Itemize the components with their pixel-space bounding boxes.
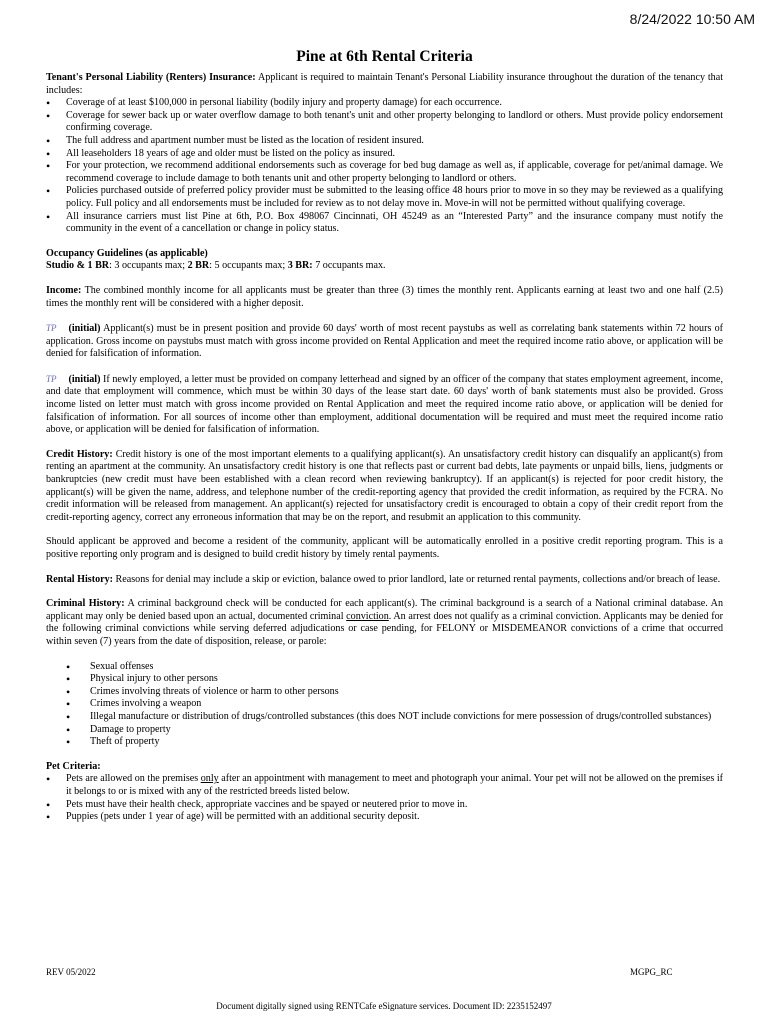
list-item: • Coverage for sewer back up or water overflow damage to both tenant's unit and other property belonging to landlord or others. Must provide policy endorsement confirming coverage. [46, 110, 723, 135]
list-item: • Policies purchased outside of preferred policy provider must be submitted to the leasing office 48 hours prior to move in so they may be reviewed as a qualifying policy. Full policy and all endorsements must be included for review as to not delay move in. Move-in will not be permitted without qualifying coverage. [46, 185, 723, 210]
pet-heading: Pet Criteria: [46, 760, 101, 772]
rental-label: Rental History: [46, 573, 113, 585]
list-item: • Crimes involving a weapon [46, 698, 723, 711]
list-item: • Sexual offenses [46, 661, 723, 674]
three-br-label: 3 BR: [287, 260, 313, 272]
income-section [46, 285, 723, 310]
pet-item1-underlined: only [200, 773, 219, 785]
list-item: • The full address and apartment number must be listed as the location of resident insured. [46, 135, 723, 148]
credit-text: Credit history is one of the most important elements to a qualifying applicant(s). An unsatisfactory credit history can disqualify an applicant(s) from renting an apartment at the community. An unsatisfactory credit history is one that reflects past or current bad debts, late payments or unpaid bills, liens, judgments or bankruptcies (new credit must have been established with a clean record when reviewing bankruptcy). If an applicant(s) is rejected for poor credit history, the applicant(s) will be given the name, address, and telephone number of the credit-reporting agency that provided the credit information, as required by the FCRA. No credit information will be released from management. An applicant(s) rejected for unsatisfactory credit is encouraged to obtain a copy of their credit report from the credit-reporting agency, correct any erroneous information that may be on the report, and resubmit an application to this community. [46, 448, 724, 523]
list-item: • Puppies (pets under 1 year of age) will be permitted with an additional security deposit. [46, 811, 723, 824]
criminal-text-a: A criminal background check will be conducted for each applicant(s). The criminal background is a search of a National criminal database. An applicant may only be denied based upon an actual, documented criminal [46, 598, 723, 622]
list-item [46, 773, 723, 798]
income-label: Income: [46, 284, 82, 296]
list-item: • Illegal manufacture or distribution of drugs/controlled substances (this does NOT include convictions for mere possession of drugs/controlled substances) [46, 711, 723, 724]
list-item: • Coverage of at least $100,000 in personal liability (bodily injury and property damage) for each occurrence. [46, 97, 723, 110]
credit-label: Credit History: [46, 448, 113, 460]
income-new-employment [46, 373, 723, 437]
initial-label: (initial) [68, 323, 101, 335]
income-text: The combined monthly income for all applicants must be greater than three (3) times the monthly rent. Applicants earning at least two and one half (2.5) times the monthly rent will be considered with a higher deposit. [46, 284, 723, 309]
list-item: • Theft of property [46, 736, 723, 749]
list-item: • Crimes involving threats of violence or harm to other persons [46, 686, 723, 699]
pet-item1-a: Pets are allowed on the premises [66, 773, 201, 785]
list-item: • All insurance carriers must list Pine at 6th, P.O. Box 498067 Cincinnati, OH 45249 as an “Interested Party” and the insurance company must notify the community in the event of a cancellation or change in policy status. [46, 211, 723, 236]
pet-list [46, 773, 723, 823]
list-item: • Physical injury to other persons [46, 673, 723, 686]
three-br-text: 7 occupants max. [312, 260, 386, 272]
revision-label: REV 05/2022 [46, 967, 96, 977]
rental-section [46, 574, 723, 587]
initial-mark-icon: TP [46, 373, 57, 384]
initial-label: (initial) [68, 373, 101, 385]
signature-note: Document digitally signed using RENTCafe eSignature services. Document ID: 2235152497 [216, 1001, 552, 1011]
insurance-label: Tenant's Personal Liability (Renters) Insurance: [46, 72, 256, 83]
insurance-list [46, 97, 723, 236]
criminal-text-b: . An arrest does not qualify as a criminal conviction. Applicants may be denied for the following criminal convictions while serving deferred adjudications or case pending, for FELONY or MISDEMEANOR convictions of a crime that occurred within seven (7) years from the date of disposition, release, or parole: [46, 610, 723, 647]
income-new-employment-text: If newly employed, a letter must be provided on company letterhead and signed by an officer of the company that states employment agreement, income, and date that employment will commence, which must be within 30 days of the lease start date. 60 days' worth of bank statements must also be provided. Gross income listed on letter must match with gross income provided on Rental Application and meet the required income ratio above, or application will be denied for falsification of information. For all sources of income other than employment, additional documentation will be required and must meet the required income ratio above, or application will be denied for falsification of information. [46, 373, 723, 436]
list-item: • For your protection, we recommend additional endorsements such as coverage for bed bug damage as well as, if applicable, coverage for pet/animal damage. We recommend coverage to include damage to both tenants unit and other property belonging to landlord or others. [46, 160, 723, 185]
insurance-intro-text: Applicant is required to maintain Tenant's Personal Liability insurance throughout the duration of the tenancy that includes: [46, 72, 723, 96]
criminal-underlined: conviction [346, 610, 389, 622]
criminal-section [46, 598, 723, 648]
studio-label: Studio & 1 BR [46, 260, 110, 272]
rental-text: Reasons for denial may include a skip or eviction, balance owed to prior landlord, late or returned rental payments, collections and/or breach of lease. [113, 573, 721, 585]
income-paystubs [46, 322, 723, 361]
document-page [46, 48, 723, 824]
criminal-label: Criminal History: [46, 598, 125, 610]
two-br-text: : 5 occupants max; [209, 260, 288, 272]
initial-mark-icon: TP [46, 323, 57, 334]
pet-item1-b: after an appointment with management to meet and photograph your animal. Your pet will not be allowed on the premises if it belongs to or is mixed with any of the restricted breeds listed below. [66, 773, 723, 797]
form-code: MGPG_RC [630, 967, 673, 977]
credit-section [46, 449, 723, 525]
list-item: • All leaseholders 18 years of age and older must be listed on the policy as insured. [46, 148, 723, 161]
page-title: Pine at 6th Rental Criteria [296, 48, 473, 65]
list-item: • Damage to property [46, 724, 723, 737]
insurance-intro [46, 72, 723, 97]
credit-reporting: Should applicant be approved and become a resident of the community, applicant will be automatically enrolled in a positive credit reporting program. This is a positive reporting only program and is designed to build credit history by timely rental payments. [46, 536, 723, 560]
print-timestamp: 8/24/2022 10:50 AM [629, 11, 755, 27]
two-br-label: 2 BR [187, 260, 210, 272]
income-paystubs-text: Applicant(s) must be in present position and provide 60 days' worth of most recent paystubs as well as correlating bank statements within 72 hours of application. Gross income on paystubs must match with gross income provided on Rental Application and meet the required income ratio above, or application will be denied for falsification of information. [46, 323, 723, 360]
occupancy-heading: Occupancy Guidelines (as applicable) [46, 247, 208, 259]
occupancy-limits [46, 260, 723, 273]
studio-text: : 3 occupants max; [109, 260, 188, 272]
list-item: • Pets must have their health check, appropriate vaccines and be spayed or neutered prior to move in. [46, 799, 723, 812]
criminal-list [46, 661, 723, 749]
